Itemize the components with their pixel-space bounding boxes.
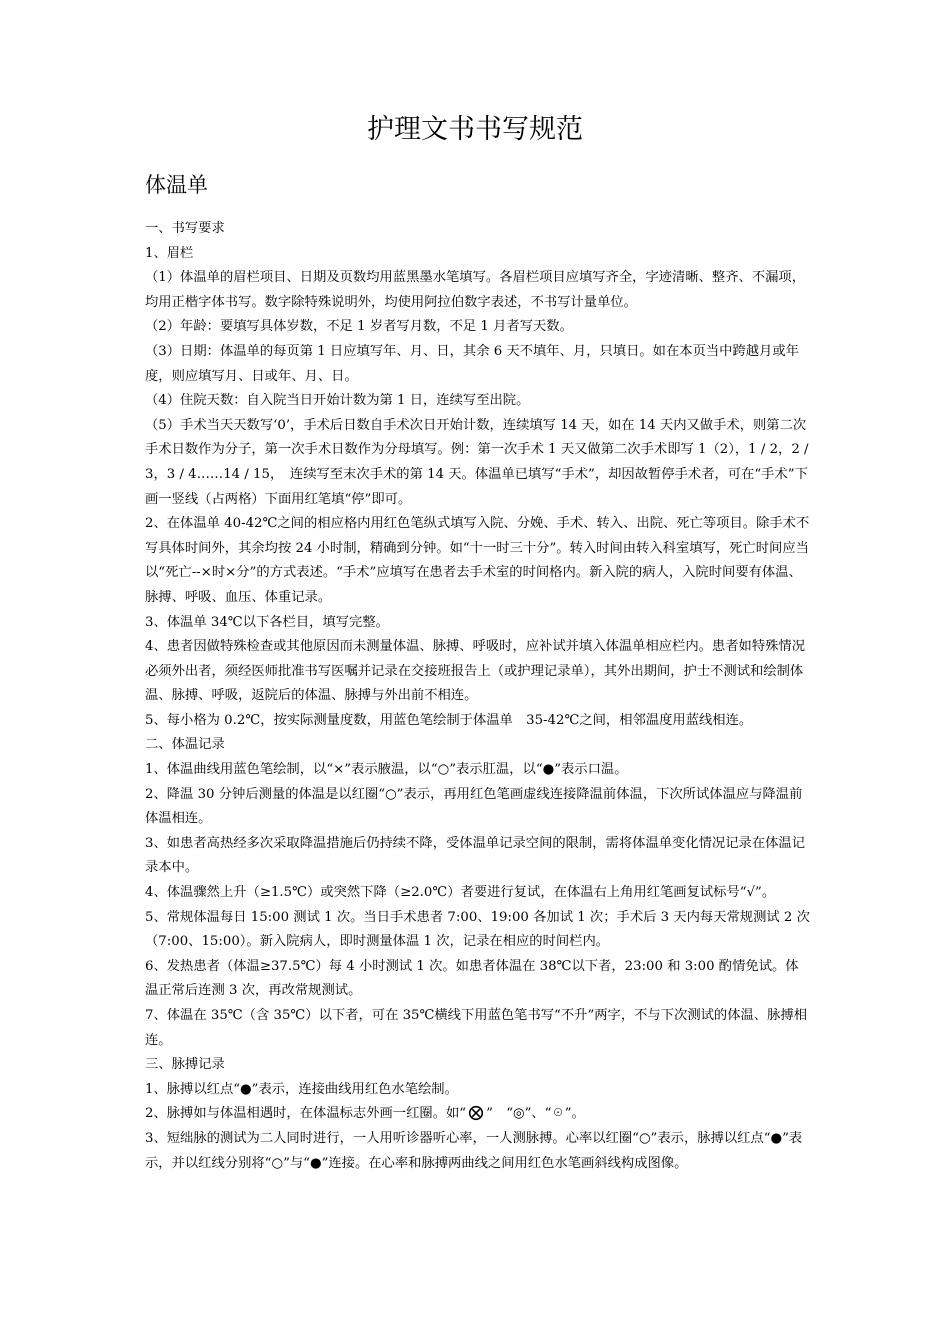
paragraph: 二、体温记录: [145, 737, 225, 753]
section-title: 体温单: [145, 173, 208, 197]
paragraph: 4、体温骤然上升（≥1.5℃）或突然下降（≥2.0℃）者要进行复试，在体温右上角用红笔画复试标号“√”。: [145, 885, 776, 901]
paragraph: 3、体温单 34℃以下各栏目，填写完整。: [145, 614, 389, 630]
paragraph: （3）日期：体温单的每页第 1 日应填写年、月、日，其余 6 天不填年、月，只填日。如在本页当中跨越月或年度，则应填写月、日或年、月、日。: [145, 343, 799, 384]
paragraph: 6、发热患者（体温≥37.5℃）每 4 小时测试 1 次。如患者体温在 38℃以下者，23:00 和 3:00 酌情免试。体温正常后连测 3 次，再改常规测试。: [145, 958, 799, 999]
paragraph-text: ” “◎”、“☉”。: [486, 1106, 585, 1122]
paragraph: 三、脉搏记录: [145, 1057, 225, 1073]
paragraph: 3、如患者高热经多次采取降温措施后仍持续不降，受体温单记录空间的限制，需将体温单变化情况记录在体温记录本中。: [145, 835, 806, 876]
paragraph: 1、眉栏: [145, 245, 194, 261]
paragraph: 5、每小格为 0.2℃，按实际测量度数，用蓝色笔绘制于体温单 35-42℃之间，相邻温度用蓝线相连。: [145, 712, 753, 728]
paragraph: 4、患者因做特殊检查或其他原因而未测量体温、脉搏、呼吸时，应补试并填入体温单相应栏内。患者如特殊情况必须外出者，须经医师批准书写医嘱并记录在交接班报告上（或护理记录单），其外出期间，护士不测试和绘制体温、脉搏、呼吸，返院后的体温、脉搏与外出前不相连。: [145, 639, 806, 704]
paragraph-pulse-item-2: [145, 1102, 810, 1127]
paragraph: 1、脉搏以红点“●”表示，连接曲线用红色水笔绘制。: [145, 1081, 458, 1097]
paragraph: 5、常规体温每日 15:00 测试 1 次。当日手术患者 7:00、19:00 各加试 1 次；手术后 3 天内每天常规测试 2 次（7:00、15:00）。新入院病人，即时测量体温 1 次，记录在相应的时间栏内。: [145, 909, 810, 950]
paragraph: （1）体温单的眉栏项目、日期及页数均用蓝黑墨水笔填写。各眉栏项目应填写齐全，字迹清晰、整齐、不漏项，均用正楷字体书写。数字除特殊说明外，均使用阿拉伯数字表述，不书写计量单位。: [145, 270, 806, 310]
paragraph: （4）住院天数：自入院当日开始计数为第 1 日，连续写至出院。: [145, 393, 530, 409]
paragraph: （5）手术当天天数写‘0’，手术后日数自手术次日开始计数，连续填写 14 天，如在 14 天内又做手术，则第二次手术日数作为分子，第一次手术日数作为分母填写。例：第一次手术 1 天又做第二次手术即写 1（2），1 / 2，2 / 3，3 / 4……14 / 15， 连续写至末次手术的第 14 天。体温单已填写“手术”，却因故暂停手术者，可在“手术”下画一竖线（占两格）下面用红笔填“停”即可。: [145, 417, 809, 507]
paragraph: 3、短绌脉的测试为二人同时进行，一人用听诊器听心率，一人测脉搏。心率以红圈“○”表示，脉搏以红点“●”表示，并以红线分别将“○”与“●”连接。在心率和脉搏两曲线之间用红色水笔画斜线构成图像。: [145, 1130, 803, 1171]
paragraph: 一、书写要求: [145, 221, 225, 236]
circle-x-icon: [468, 1105, 484, 1121]
paragraph: 1、体温曲线用蓝色笔绘制，以“×”表示腋温，以“○”表示肛温，以“●”表示口温。: [145, 762, 628, 778]
paragraph: 2、在体温单 40-42℃之间的相应格内用红色笔纵式填写入院、分娩、手术、转入、出院、死亡等项目。除手术不写具体时间外，其余均按 24 小时制，精确到分钟。如“十一时三十分”。转入时间由转入科室填写，死亡时间应当以“死亡--×时×分”的方式表述。“手术”应填写在患者去手术室的时间格内。新入院的病人，入院时间要有体温、脉搏、呼吸、血压、体重记录。: [145, 516, 810, 605]
paragraph: 2、降温 30 分钟后测量的体温是以红圈“○”表示，再用红色笔画虚线连接降温前体温，下次所试体温应与降温前体温相连。: [145, 786, 803, 827]
paragraph: 7、体温在 35℃（含 35℃）以下者，可在 35℃横线下用蓝色笔书写“不升”两字，不与下次测试的体温、脉搏相连。: [145, 1008, 807, 1048]
paragraph: （2）年龄：要填写具体岁数，不足 1 岁者写月数，不足 1 月者写天数。: [145, 319, 573, 335]
document-body: [145, 217, 810, 1176]
paragraph-text: 2、脉搏如与体温相遇时，在体温标志外画一红圈。如“: [145, 1106, 467, 1122]
page-title: 护理文书书写规范: [367, 114, 583, 145]
